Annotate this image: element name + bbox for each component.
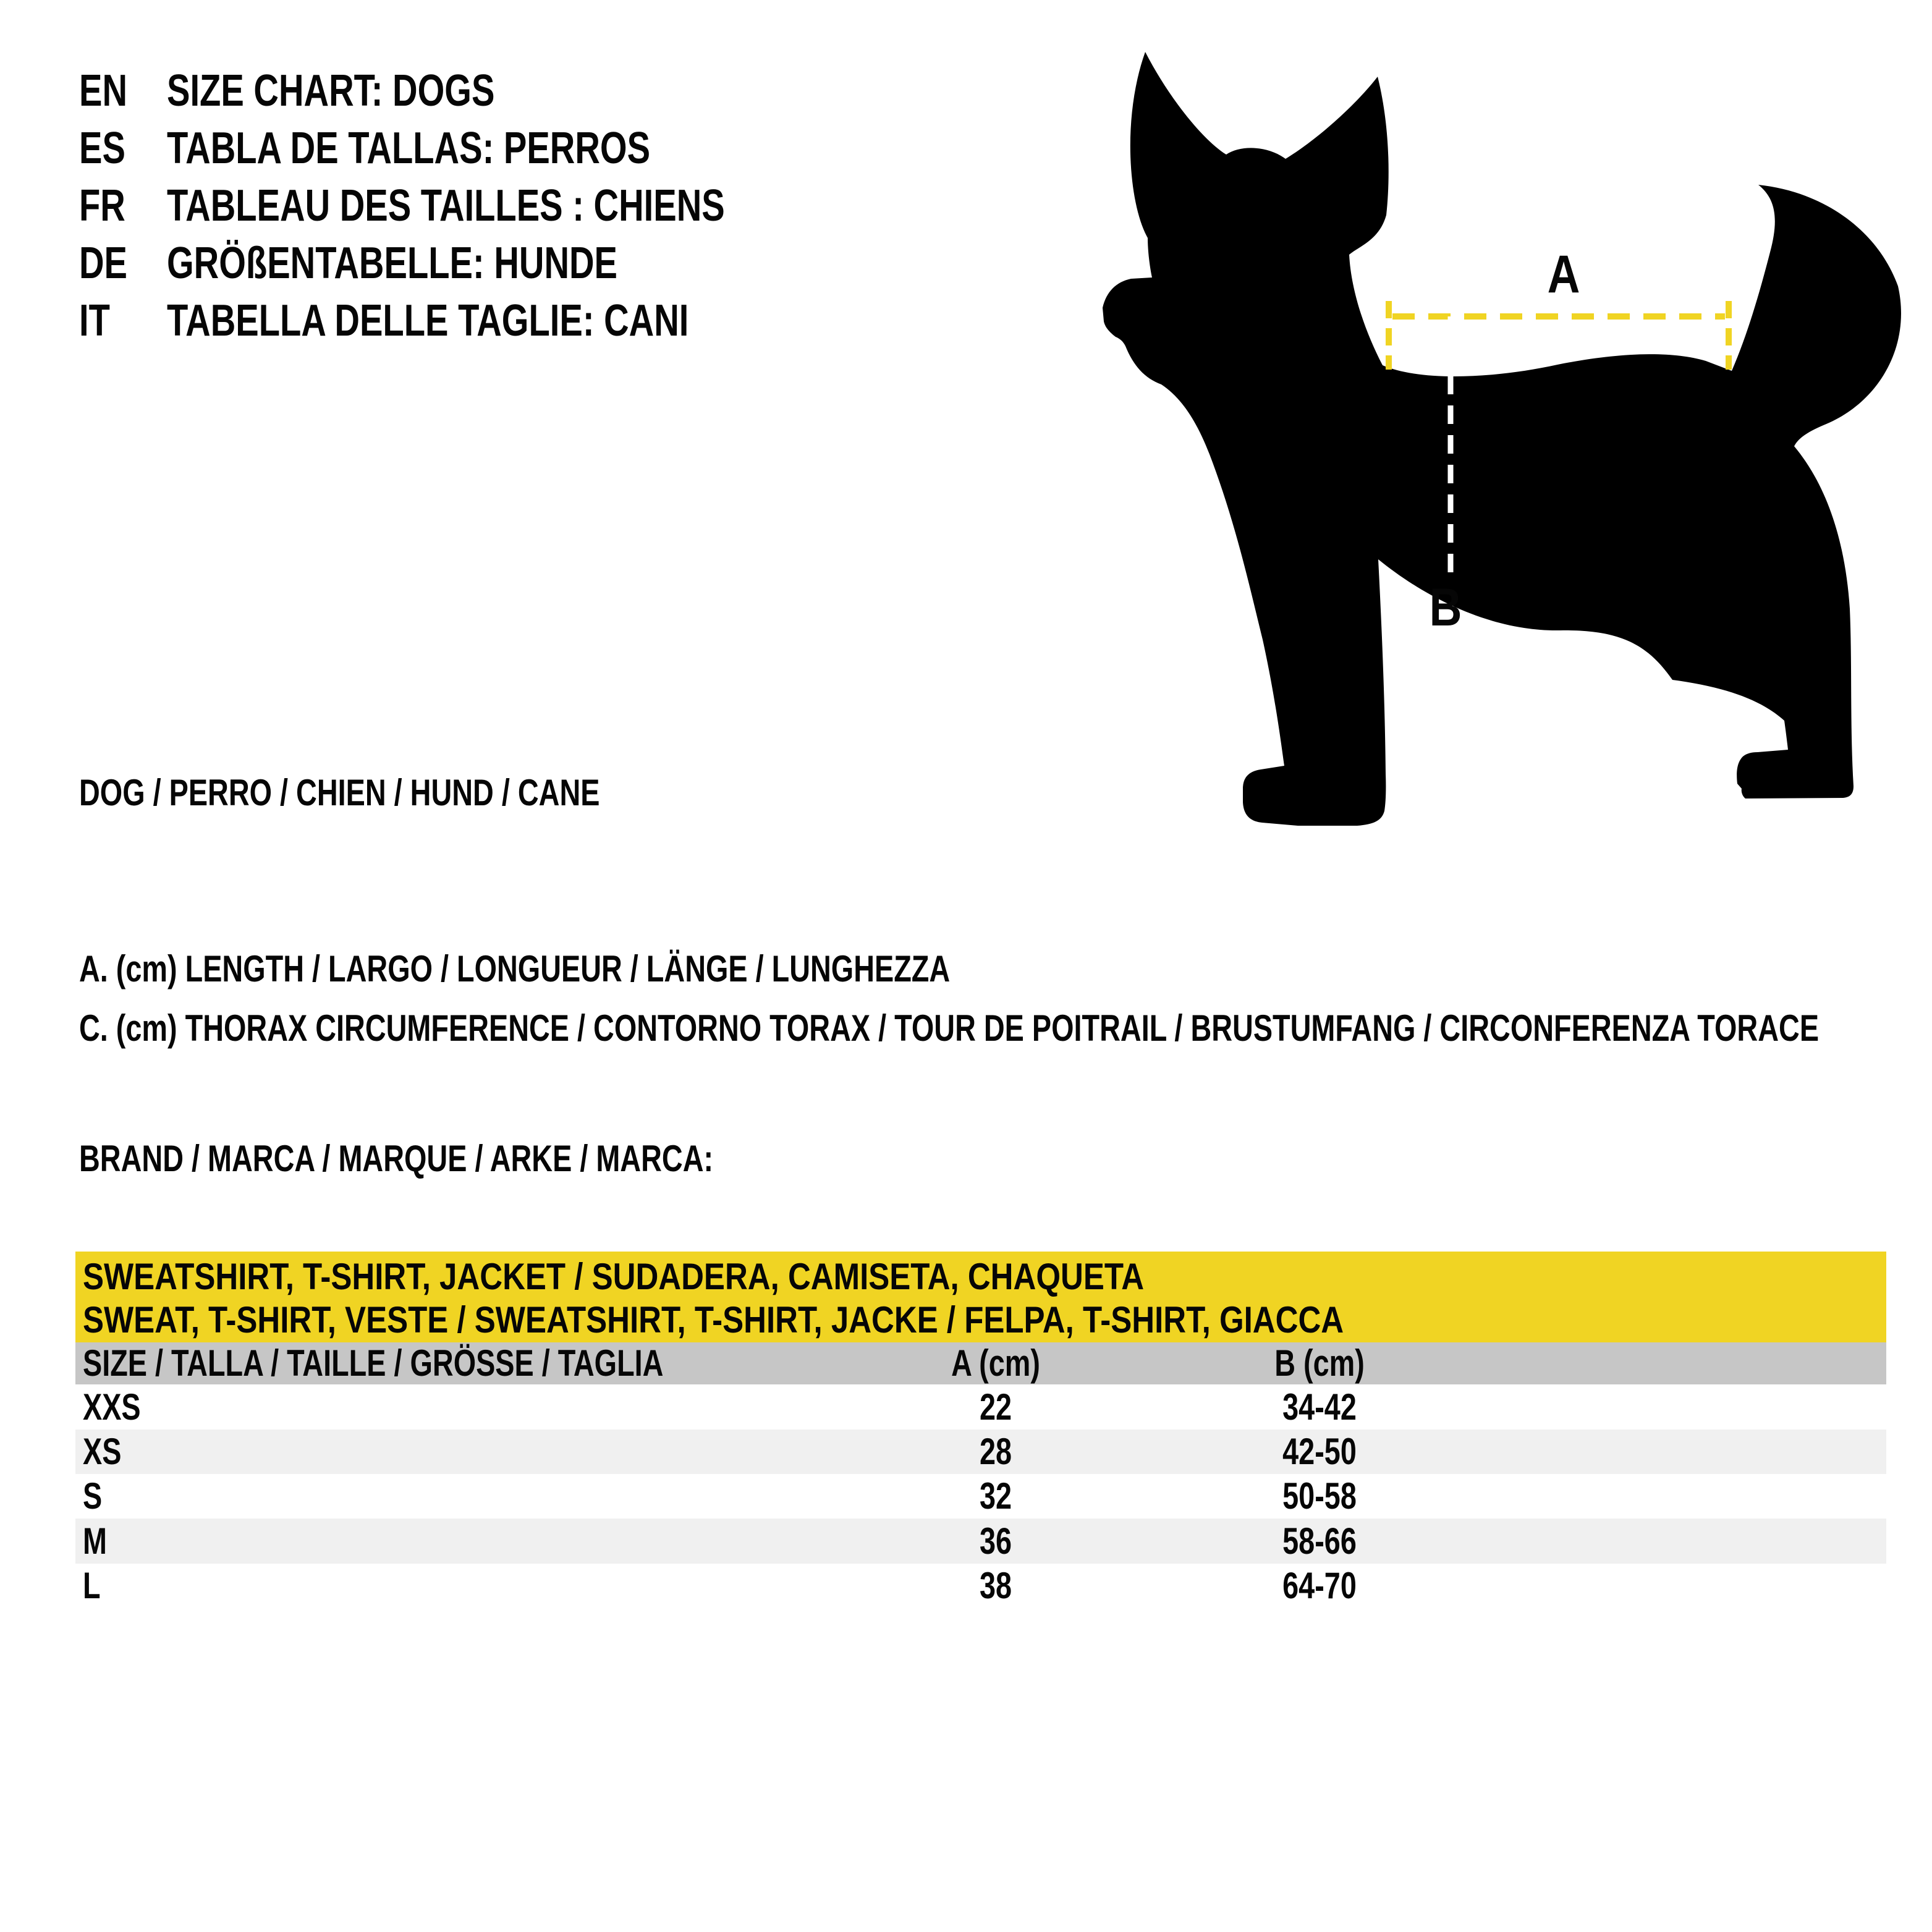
cell-size: L [83,1565,101,1606]
cell-size: XS [83,1431,122,1472]
cell-size: M [83,1520,107,1562]
language-title: TABELLA DELLE TAGLIE: CANI [167,296,689,345]
cell-b-cm: 58-66 [1282,1520,1357,1562]
measure-label-b: B [1429,578,1462,637]
animal-caption: DOG / PERRO / CHIEN / HUND / CANE [79,772,600,813]
measure-c-description: C. (cm) THORAX CIRCUMFERENCE / CONTORNO TORAX / TOUR DE POITRAIL / BRUSTUMFANG / CIRCONFERENZA TORACE [79,1007,1820,1049]
table-row-l [75,1564,1886,1608]
language-code: IT [79,296,110,345]
language-title: TABLA DE TALLAS: PERROS [167,124,651,173]
cell-b-cm: 64-70 [1282,1565,1357,1606]
cell-a-cm: 38 [979,1565,1012,1606]
language-code: FR [79,181,125,231]
language-title: GRÖßENTABELLE: HUNDE [167,239,618,288]
language-title: TABLEAU DES TAILLES : CHIENS [167,181,725,231]
language-code: ES [79,124,125,173]
cell-b-cm: 50-58 [1282,1475,1357,1517]
table-row-m [75,1519,1886,1564]
measurement-legend [79,939,1932,1058]
table-row-xs [75,1430,1886,1474]
language-code: DE [79,239,128,288]
product-category-banner [75,1252,1886,1342]
cell-size: XXS [83,1386,141,1428]
column-header-size: SIZE / TALLA / TAILLE / GRÖSSE / TAGLIA [83,1342,664,1384]
measure-a-description: A. (cm) LENGTH / LARGO / LONGUEUR / LÄNGE / LUNGHEZZA [79,948,951,989]
cell-b-cm: 34-42 [1282,1386,1357,1428]
measure-label-a: A [1547,245,1580,304]
table-row-xxs [75,1384,1886,1430]
product-banner-line-1: SWEATSHIRT, T-SHIRT, JACKET / SUDADERA, CAMISETA, CHAQUETA [83,1256,1145,1297]
cell-a-cm: 22 [979,1386,1012,1428]
cell-a-cm: 32 [979,1475,1012,1517]
dog-silhouette-icon [1103,52,1901,826]
cell-a-cm: 36 [979,1520,1012,1562]
product-banner-line-2: SWEAT, T-SHIRT, VESTE / SWEATSHIRT, T-SHIRT, JACKE / FELPA, T-SHIRT, GIACCA [83,1299,1344,1341]
cell-b-cm: 42-50 [1282,1431,1357,1472]
column-header-a-cm: A (cm) [951,1342,1040,1384]
cell-size: S [83,1475,103,1517]
column-header-b-cm: B (cm) [1274,1342,1365,1384]
language-code: EN [79,66,128,116]
language-title: SIZE CHART: DOGS [167,66,495,116]
cell-a-cm: 28 [979,1431,1012,1472]
table-row-s [75,1474,1886,1519]
brand-label: BRAND / MARCA / MARQUE / ARKE / MARCA: [79,1138,714,1179]
size-table-header-row [75,1342,1886,1384]
